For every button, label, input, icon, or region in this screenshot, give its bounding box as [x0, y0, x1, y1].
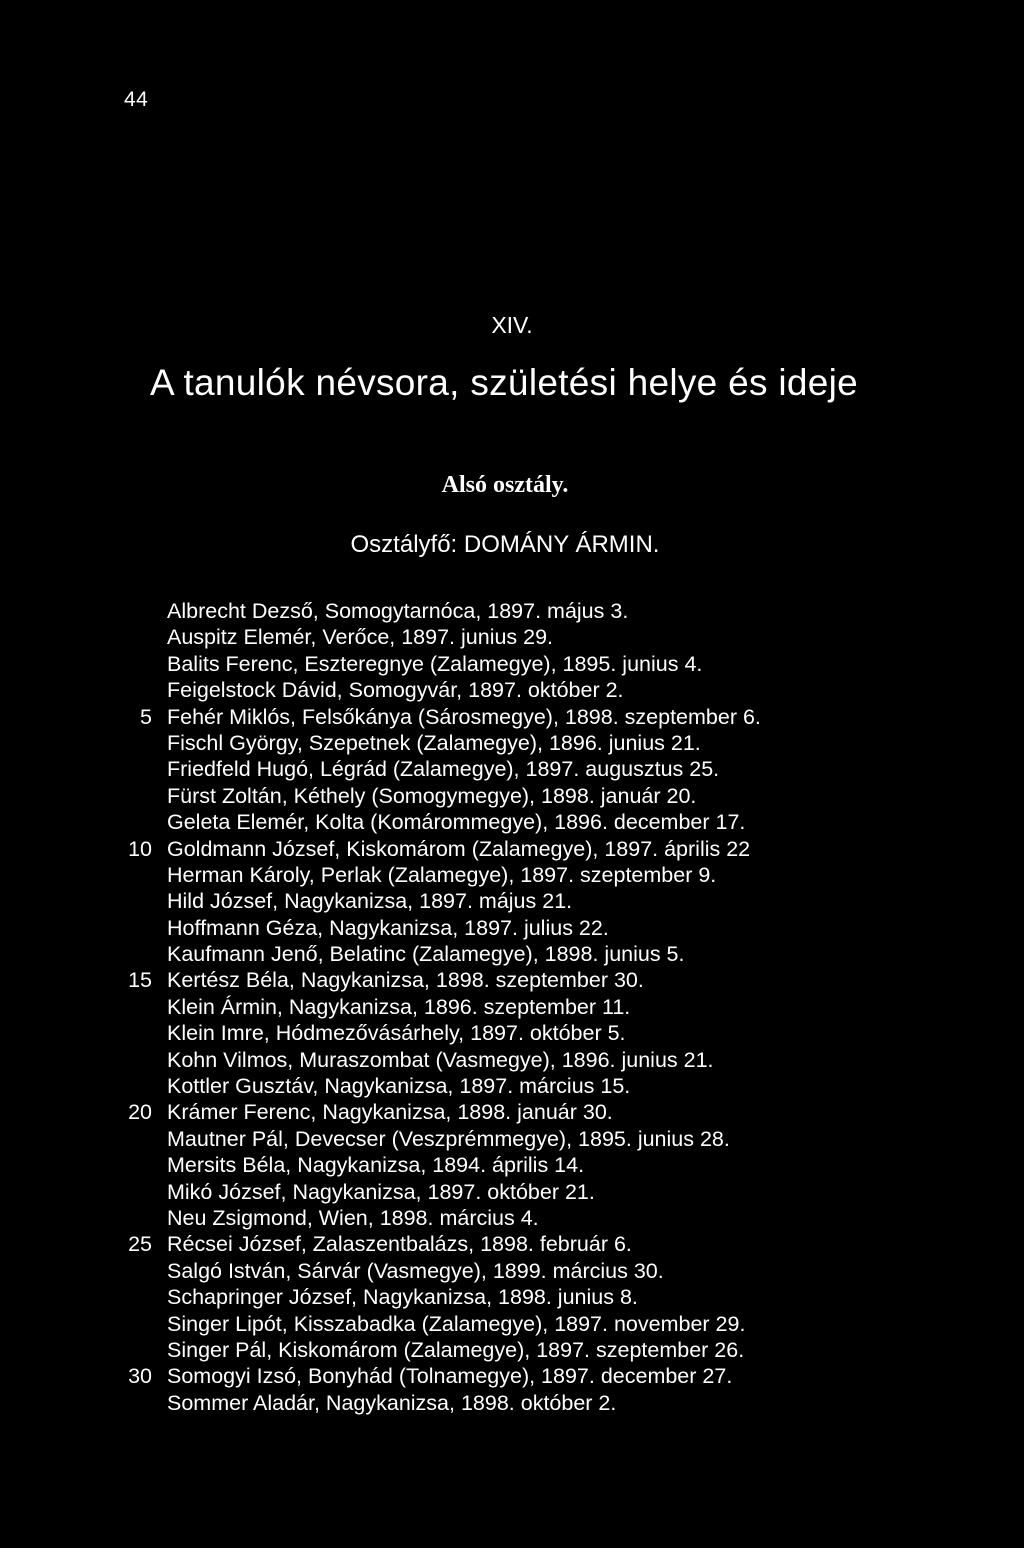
list-item — [0, 1047, 1024, 1073]
line-number: 25 — [128, 1232, 152, 1257]
student-entry: Récsei József, Zalaszentbalázs, 1898. február 6. — [167, 1232, 632, 1257]
student-entry: Kohn Vilmos, Muraszombat (Vasmegye), 1896. junius 21. — [167, 1047, 714, 1072]
list-item — [0, 1284, 1024, 1310]
list-item — [0, 1073, 1024, 1099]
class-title: Alsó osztály. — [441, 472, 569, 498]
student-entry: Fehér Miklós, Felsőkánya (Sárosmegye), 1898. szeptember 6. — [167, 704, 761, 729]
student-entry: Friedfeld Hugó, Légrád (Zalamegye), 1897. augusztus 25. — [167, 757, 720, 782]
list-item — [0, 624, 1024, 650]
student-entry: Kertész Béla, Nagykanizsa, 1898. szeptember 30. — [167, 968, 644, 993]
line-number: 15 — [128, 968, 152, 993]
list-item — [0, 1205, 1024, 1231]
list-item — [0, 915, 1024, 941]
student-entry: Fischl György, Szepetnek (Zalamegye), 1896. junius 21. — [167, 730, 701, 755]
student-entry: Sommer Aladár, Nagykanizsa, 1898. október 2. — [167, 1390, 617, 1415]
student-entry: Klein Ármin, Nagykanizsa, 1896. szeptember 11. — [167, 994, 631, 1019]
list-item — [0, 888, 1024, 914]
student-entry: Singer Lipót, Kisszabadka (Zalamegye), 1897. november 29. — [167, 1311, 746, 1336]
student-entry: Hild József, Nagykanizsa, 1897. május 21. — [167, 889, 573, 914]
list-item — [0, 730, 1024, 756]
list-item — [0, 1311, 1024, 1337]
student-entry: Kottler Gusztáv, Nagykanizsa, 1897. március 15. — [167, 1074, 631, 1099]
list-item — [0, 1390, 1024, 1416]
list-item — [0, 677, 1024, 703]
student-entry: Somogyi Izsó, Bonyhád (Tolnamegye), 1897. december 27. — [167, 1364, 733, 1389]
student-entry: Mersits Béla, Nagykanizsa, 1894. április 14. — [167, 1153, 585, 1178]
student-entry: Geleta Elemér, Kolta (Komárommegye), 1896. december 17. — [167, 810, 746, 835]
student-entry: Neu Zsigmond, Wien, 1898. március 4. — [167, 1205, 539, 1230]
student-entry: Klein Imre, Hódmezővásárhely, 1897. október 5. — [167, 1021, 626, 1046]
student-entry: Hoffmann Géza, Nagykanizsa, 1897. julius 22. — [167, 915, 609, 940]
list-item — [0, 1363, 1024, 1389]
list-item — [0, 941, 1024, 967]
line-number: 5 — [140, 704, 152, 729]
list-item — [0, 1258, 1024, 1284]
student-entry: Fürst Zoltán, Kéthely (Somogymegye), 1898. január 20. — [167, 783, 697, 808]
list-item — [0, 1231, 1024, 1257]
page-title: A tanulók névsora, születési helye és ideje — [149, 362, 859, 403]
student-entry: Mautner Pál, Devecser (Veszprémmegye), 1895. junius 28. — [167, 1126, 730, 1151]
student-list — [0, 598, 1024, 1416]
list-item — [0, 1020, 1024, 1046]
list-item — [0, 967, 1024, 993]
list-item — [0, 836, 1024, 862]
student-entry: Feigelstock Dávid, Somogyvár, 1897. október 2. — [167, 678, 624, 703]
list-item — [0, 994, 1024, 1020]
student-entry: Kaufmann Jenő, Belatinc (Zalamegye), 1898. junius 5. — [167, 942, 685, 967]
list-item — [0, 809, 1024, 835]
student-entry: Albrecht Dezső, Somogytarnóca, 1897. május 3. — [167, 599, 629, 623]
student-entry: Krámer Ferenc, Nagykanizsa, 1898. január 30. — [167, 1100, 613, 1125]
student-entry: Balits Ferenc, Eszteregnye (Zalamegye), 1895. junius 4. — [167, 651, 703, 676]
page-number: 44 — [124, 88, 149, 111]
student-entry: Salgó István, Sárvár (Vasmegye), 1899. március 30. — [167, 1258, 664, 1283]
line-number: 10 — [128, 836, 152, 861]
student-entry: Singer Pál, Kiskomárom (Zalamegye), 1897. szeptember 26. — [167, 1337, 745, 1362]
list-item — [0, 1179, 1024, 1205]
student-entry: Mikó József, Nagykanizsa, 1897. október 21. — [167, 1179, 595, 1204]
student-entry: Goldmann József, Kiskomárom (Zalamegye), 1897. április 22 — [167, 836, 751, 861]
class-head: Osztályfő: DOMÁNY ÁRMIN. — [350, 531, 660, 558]
list-item — [0, 862, 1024, 888]
student-entry: Herman Károly, Perlak (Zalamegye), 1897. szeptember 9. — [167, 862, 717, 887]
student-entry: Schapringer József, Nagykanizsa, 1898. junius 8. — [167, 1285, 638, 1310]
list-item — [0, 783, 1024, 809]
section-number: XIV. — [491, 312, 533, 338]
student-entry: Auspitz Elemér, Verőce, 1897. junius 29. — [167, 625, 554, 650]
list-item — [0, 756, 1024, 782]
list-item — [0, 704, 1024, 730]
list-item — [0, 1099, 1024, 1125]
list-item — [0, 651, 1024, 677]
list-item — [0, 1152, 1024, 1178]
list-item — [0, 1126, 1024, 1152]
list-item — [0, 1337, 1024, 1363]
list-item — [0, 598, 1024, 624]
line-number: 30 — [128, 1364, 152, 1389]
line-number: 20 — [128, 1100, 152, 1125]
